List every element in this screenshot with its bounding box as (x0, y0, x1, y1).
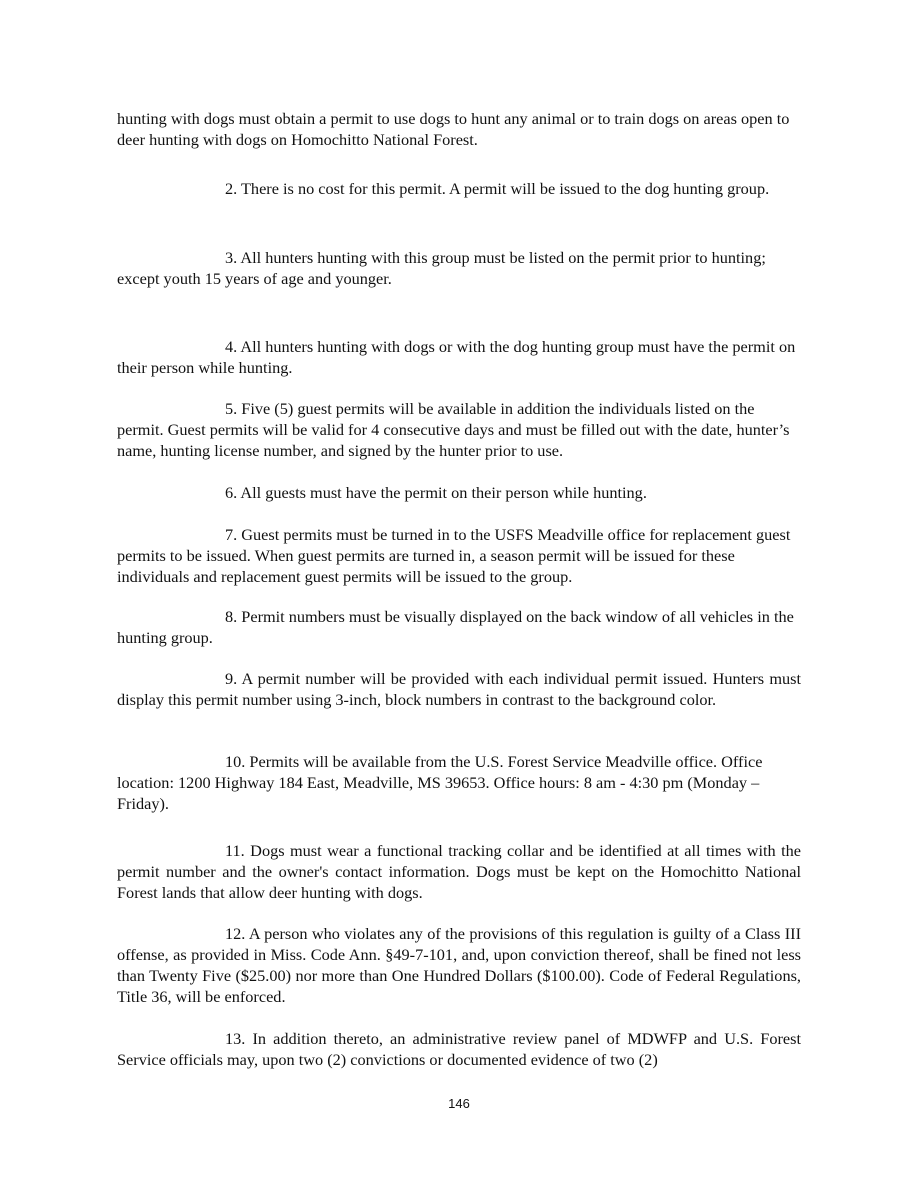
paragraph-item-6: 6. All guests must have the permit on their person while hunting. (225, 483, 647, 502)
paragraph-item-11: 11. Dogs must wear a functional tracking collar and be identified at all times with the permit number and the owner's contact information. Dogs must be kept on the Homochitto National Forest lands that allow deer hunting with dogs. (117, 841, 801, 902)
paragraph-item-10: 10. Permits will be available from the U.S. Forest Service Meadville office. Office location: 1200 Highway 184 East, Meadville, MS 39653. Office hours: 8 am - 4:30 pm (Monday – Friday). (117, 752, 763, 813)
paragraph-item-5: 5. Five (5) guest permits will be available in addition the individuals listed on the permit. Guest permits will be valid for 4 consecutive days and must be filled out with the date, hunter’s name, hunting license number, and signed by the hunter prior to use. (117, 399, 790, 460)
paragraph-item-9: 9. A permit number will be provided with each individual permit issued. Hunters must display this permit number using 3-inch, block numbers in contrast to the background color. (117, 669, 801, 709)
paragraph-item-12: 12. A person who violates any of the provisions of this regulation is guilty of a Class III offense, as provided in Miss. Code Ann. §49-7-101, and, upon conviction thereof, shall be fined not less than Twenty Five ($25.00) nor more than One Hundred Dollars ($100.00). Code of Federal Regulations, Title 36, will be enforced. (117, 924, 801, 1006)
paragraph-item-13: 13. In addition thereto, an administrative review panel of MDWFP and U.S. Forest Service officials may, upon two (2) convictions or documented evidence of two (2) (117, 1029, 801, 1069)
paragraph-item-2: 2. There is no cost for this permit. A permit will be issued to the dog hunting group. (225, 179, 770, 198)
paragraph-item-4: 4. All hunters hunting with dogs or with the dog hunting group must have the permit on their person while hunting. (117, 337, 796, 377)
page-number: 146 (448, 1096, 470, 1111)
paragraph-intro-continuation: hunting with dogs must obtain a permit to use dogs to hunt any animal or to train dogs on areas open to deer hunting with dogs on Homochitto National Forest. (117, 109, 790, 149)
paragraph-item-7: 7. Guest permits must be turned in to the USFS Meadville office for replacement guest permits to be issued. When guest permits are turned in, a season permit will be issued for these individuals and replacement guest permits will be issued to the group. (117, 525, 791, 586)
paragraph-item-3: 3. All hunters hunting with this group must be listed on the permit prior to hunting; except youth 15 years of age and younger. (117, 248, 766, 288)
paragraph-item-8: 8. Permit numbers must be visually displayed on the back window of all vehicles in the hunting group. (117, 607, 794, 647)
